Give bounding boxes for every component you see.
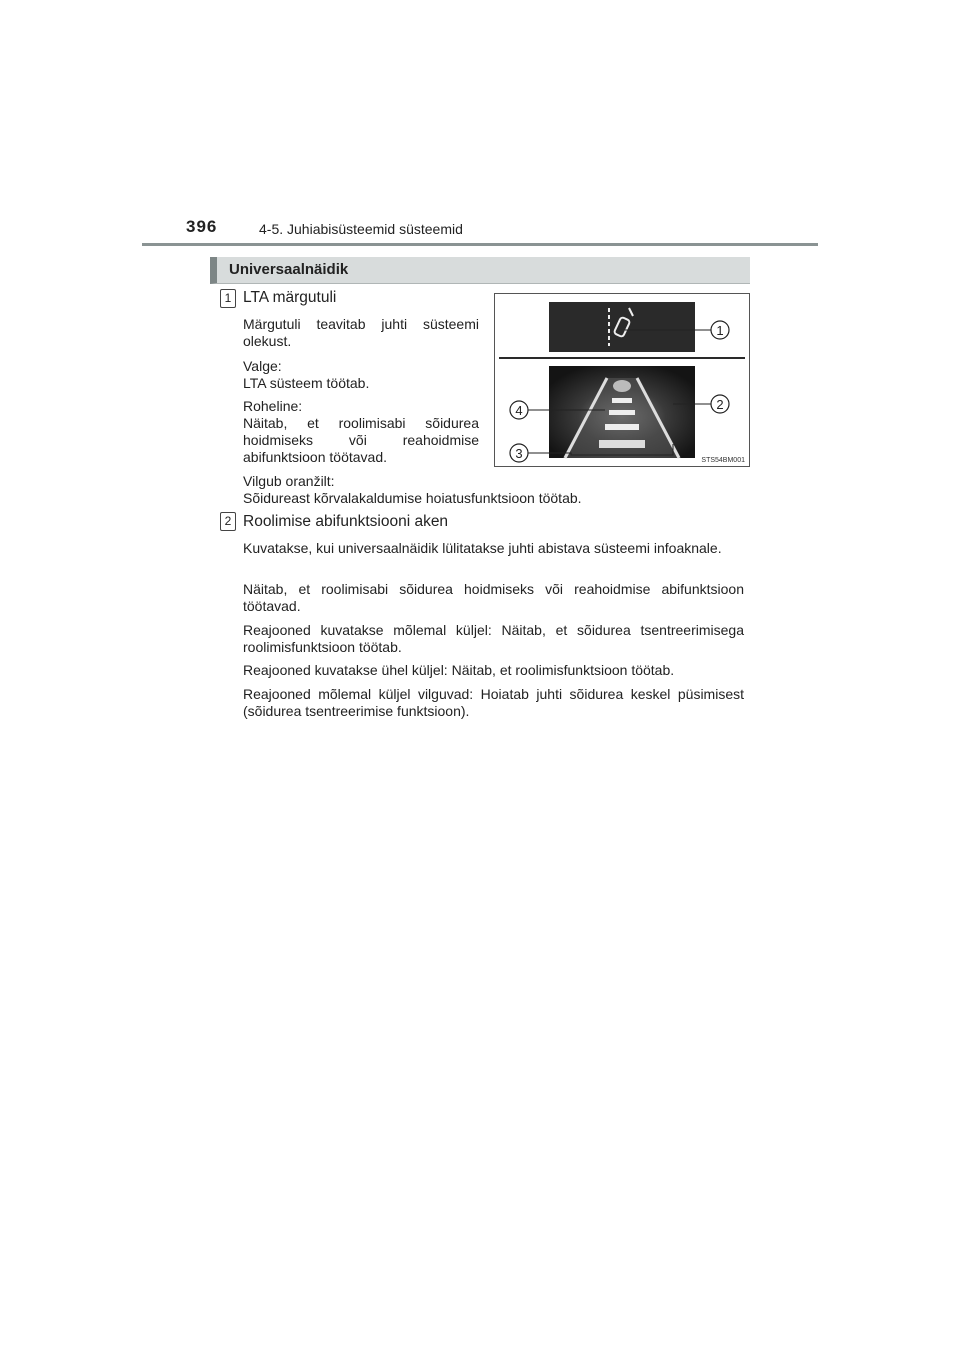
paragraph: Valge: — [243, 358, 282, 374]
item-number-badge: 1 — [220, 289, 236, 308]
figure-illustration — [495, 294, 749, 466]
dashboard-figure — [494, 293, 750, 467]
item-title: LTA märgutuli — [243, 289, 337, 306]
chapter-title: 4-5. Juhiabisüsteemid süsteemid — [259, 221, 463, 237]
header-divider — [142, 243, 818, 246]
callout-3 — [510, 444, 528, 462]
indicator-panel — [549, 302, 695, 352]
paragraph: Märgutuli teavitab juhti süsteemi olekust. — [243, 316, 479, 349]
section-heading — [210, 257, 750, 284]
page-number: 396 — [186, 217, 218, 236]
paragraph: Näitab, et roolimisabi sõidurea hoidmiseks või reahoidmise abifunktsioon töötavad. — [243, 415, 479, 465]
callout-label: 1 — [716, 323, 724, 338]
callout-2 — [711, 395, 729, 413]
paragraph: LTA süsteem töötab. — [243, 375, 370, 391]
callout-label: 2 — [716, 397, 724, 412]
paragraph: Reajooned kuvatakse ühel küljel: Näitab, et roolimisfunktsioon töötab. — [243, 662, 675, 678]
paragraph: Reajooned mõlemal küljel vilguvad: Hoiatab juhti sõidurea keskel püsimisest (sõidurea tsentreerimise funktsioon). — [243, 686, 744, 719]
paragraph: Reajooned kuvatakse mõlemal küljel: Näitab, et sõidurea tsentreerimisega roolimisfunktsioon töötab. — [243, 622, 744, 655]
section-title: Universaalnäidik — [229, 261, 349, 278]
paragraph: Roheline: — [243, 398, 303, 414]
paragraph: Kuvatakse, kui universaalnäidik lülitatakse juhti abistava süsteemi infoaknale. — [243, 540, 722, 556]
item-number-badge: 2 — [220, 512, 236, 531]
callout-1 — [711, 321, 729, 339]
item-title: Roolimise abifunktsiooni aken — [243, 513, 449, 530]
callout-4 — [510, 401, 528, 419]
paragraph: Vilgub oranžilt: — [243, 473, 335, 489]
figure-code: STS54BM001 — [701, 457, 745, 464]
callout-label: 4 — [515, 403, 523, 418]
paragraph: Sõidureast kõrvalakaldumise hoiatusfunktsioon töötab. — [243, 490, 582, 506]
paragraph: Näitab, et roolimisabi sõidurea hoidmiseks või reahoidmise abifunktsioon töötavad. — [243, 581, 744, 614]
callout-label: 3 — [515, 446, 523, 461]
